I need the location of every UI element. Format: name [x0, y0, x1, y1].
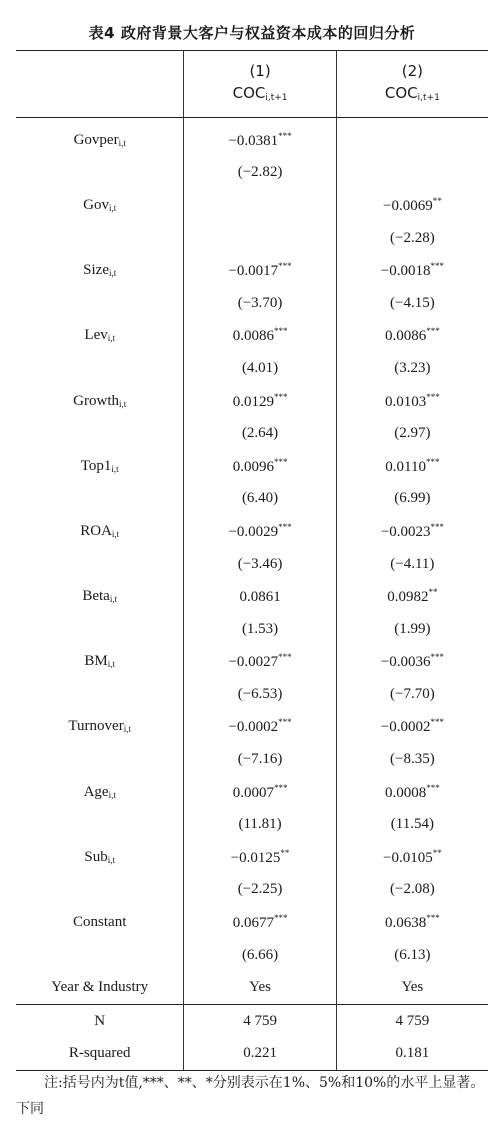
- empty-label-cell: [16, 157, 184, 190]
- empty-label-cell: [16, 678, 184, 711]
- stats-col2: [336, 1038, 488, 1071]
- t-value: (1.99): [394, 620, 431, 637]
- t-value-row: [16, 678, 488, 711]
- significance-stars: **: [432, 195, 442, 206]
- t-value-col1: [184, 808, 336, 841]
- variable-label: [16, 841, 184, 874]
- variable-subscript: i,t: [109, 202, 117, 213]
- t-value-row: [16, 222, 488, 255]
- variable-label: [16, 320, 184, 353]
- variable-name: Turnover: [68, 718, 124, 735]
- variable-subscript: i,t: [108, 789, 116, 800]
- coef-col2: [336, 118, 488, 157]
- t-value: (6.66): [241, 946, 279, 963]
- coefficient-value: −0.0105: [382, 849, 433, 866]
- row-label: N: [94, 1012, 106, 1029]
- significance-stars: ***: [426, 391, 440, 402]
- coefficient-value: 0.0086: [232, 328, 274, 345]
- coefficient-value: 0.0007: [232, 784, 274, 801]
- coef-col2: [336, 776, 488, 809]
- empty-label-cell: [16, 613, 184, 646]
- coef-col1: [184, 776, 336, 809]
- t-value: (11.81): [238, 816, 282, 833]
- t-value-col2: [336, 874, 488, 907]
- t-value: (−2.08): [390, 881, 435, 898]
- coef-col1: [184, 646, 336, 679]
- significance-stars: ***: [278, 717, 292, 728]
- variable-label: [16, 776, 184, 809]
- significance-stars: ***: [278, 261, 292, 272]
- t-value-row: [16, 808, 488, 841]
- variable-name: Size: [83, 262, 109, 279]
- coef-col2: [336, 254, 488, 287]
- t-value: (2.64): [241, 425, 279, 442]
- t-value-col2: [336, 417, 488, 450]
- t-value: (−6.53): [237, 685, 283, 702]
- t-value-col2: [336, 808, 488, 841]
- t-value: (−4.11): [390, 555, 435, 572]
- variable-name: Beta: [82, 588, 110, 605]
- t-value: (11.54): [390, 816, 434, 833]
- empty-label-cell: [16, 874, 184, 907]
- coef-col1: [184, 189, 336, 222]
- coefficient-row: [16, 189, 488, 222]
- empty-label-cell: [16, 222, 184, 255]
- empty-label-cell: [16, 417, 184, 450]
- t-value-col1: [184, 222, 336, 255]
- significance-stars: ***: [273, 913, 288, 924]
- coefficient-value: 0.0677: [232, 915, 274, 932]
- coef-col2: [336, 320, 488, 353]
- coefficient-value: −0.0036: [380, 654, 431, 671]
- coefficient-value: −0.0381: [228, 132, 279, 149]
- t-value-col2: [336, 939, 488, 972]
- empty-label-cell: [16, 939, 184, 972]
- t-value-row: [16, 548, 488, 581]
- coefficient-value: 0.0103: [384, 393, 427, 410]
- significance-stars: ***: [426, 782, 440, 793]
- t-value: (−4.15): [390, 294, 435, 311]
- coefficient-value: 0.0129: [232, 393, 274, 410]
- significance-stars: ***: [273, 326, 288, 337]
- t-value: (6.13): [394, 946, 431, 963]
- empty-label-cell: [16, 287, 184, 320]
- t-value: (−2.25): [237, 881, 283, 898]
- t-value-col2: [336, 743, 488, 776]
- t-value: (4.01): [241, 359, 279, 376]
- coefficient-value: −0.0027: [228, 654, 279, 671]
- variable-label: [16, 580, 184, 613]
- variable-name: ROA: [80, 522, 112, 539]
- variable-subscript: i,t: [111, 463, 119, 474]
- row-label: Year & Industry: [51, 979, 149, 996]
- significance-stars: ***: [425, 456, 440, 467]
- t-value: (6.40): [241, 490, 279, 507]
- coefficient-value: 0.0008: [384, 784, 427, 801]
- coef-col1: [184, 711, 336, 744]
- variable-subscript: i,t: [108, 268, 117, 279]
- variable-label: [16, 450, 184, 483]
- significance-stars: **: [428, 587, 438, 598]
- coefficient-value: −0.0125: [230, 849, 281, 866]
- variable-name: Govper: [73, 131, 119, 148]
- stats-col2: [336, 1005, 488, 1038]
- header-col1-variable: $COC_{i,t+1}$: [232, 83, 288, 103]
- variable-name: Lev: [84, 327, 108, 344]
- coefficient-value: 0.0861: [239, 589, 281, 606]
- t-value-col2: [336, 678, 488, 711]
- coefficient-row: [16, 515, 488, 548]
- coefficient-value: −0.0018: [380, 263, 431, 280]
- coef-col2: [336, 515, 488, 548]
- coef-col1: [184, 580, 336, 613]
- row-label: R-squared: [68, 1045, 131, 1062]
- coef-col2: [336, 646, 488, 679]
- coefficient-value: 0.0110: [385, 458, 426, 475]
- t-value-row: [16, 417, 488, 450]
- header-col2-variable: $COC_{i,t+1}$: [384, 83, 440, 103]
- coefficient-row: [16, 776, 488, 809]
- t-value-col1: [184, 613, 336, 646]
- t-value-row: [16, 613, 488, 646]
- stats-col1: [184, 1038, 336, 1071]
- t-value: (2.97): [394, 425, 431, 442]
- t-value-col1: [184, 743, 336, 776]
- t-value-col2: [336, 613, 488, 646]
- stats-row: [16, 1038, 488, 1071]
- coef-col2: [336, 580, 488, 613]
- year-industry-col1: [184, 971, 336, 1004]
- coefficient-row: [16, 254, 488, 287]
- t-value-col1: [184, 678, 336, 711]
- coefficient-value: 0.0638: [384, 915, 427, 932]
- significance-stars: ***: [430, 717, 444, 728]
- header-col1: [184, 51, 336, 118]
- coef-col2: [336, 711, 488, 744]
- coef-col2: [336, 189, 488, 222]
- cell-value: Yes: [401, 979, 424, 996]
- t-value: (−7.16): [237, 751, 283, 768]
- coefficient-value: 0.0096: [232, 458, 274, 475]
- regression-table: [16, 50, 488, 1071]
- coefficient-row: [16, 580, 488, 613]
- significance-stars: **: [432, 847, 442, 858]
- variable-subscript: i,t: [118, 398, 127, 409]
- variable-subscript: i,t: [109, 594, 118, 605]
- t-value: (3.23): [394, 359, 431, 376]
- year-industry-row: [16, 971, 488, 1004]
- header-col2-number: (2): [401, 61, 423, 80]
- cell-value: 0.181: [395, 1045, 430, 1062]
- t-value-col2: [336, 548, 488, 581]
- coef-col1: [184, 320, 336, 353]
- t-value: (−3.70): [237, 294, 283, 311]
- coefficient-row: [16, 906, 488, 939]
- t-value: (−3.46): [237, 555, 283, 572]
- stats-label: [16, 1038, 184, 1071]
- coef-col2: [336, 841, 488, 874]
- t-value-col2: [336, 352, 488, 385]
- t-value: (−8.35): [390, 751, 435, 768]
- table-header-row: [16, 51, 488, 118]
- significance-stars: **: [280, 847, 290, 858]
- coef-col1: [184, 841, 336, 874]
- header-empty-cell: [16, 51, 184, 118]
- variable-name: BM: [84, 653, 108, 670]
- variable-name: Gov: [83, 196, 109, 213]
- coef-col2: [336, 906, 488, 939]
- variable-subscript: i,t: [111, 528, 120, 539]
- header-col2: [336, 51, 488, 118]
- t-value-row: [16, 287, 488, 320]
- stats-row: [16, 1005, 488, 1038]
- coefficient-value: −0.0017: [228, 263, 279, 280]
- table-note: 注:括号内为t值,***、**、*分别表示在1%、5%和10%的水平上显著。下同: [16, 1075, 485, 1117]
- t-value-row: [16, 743, 488, 776]
- t-value-col2: [336, 222, 488, 255]
- stats-label: [16, 1005, 184, 1038]
- variable-label: [16, 711, 184, 744]
- empty-label-cell: [16, 352, 184, 385]
- empty-label-cell: [16, 548, 184, 581]
- variable-name: Age: [83, 783, 109, 800]
- variable-subscript: i,t: [107, 333, 115, 344]
- coefficient-row: [16, 646, 488, 679]
- t-value-col1: [184, 417, 336, 450]
- table-title: 表4 政府背景大客户与权益资本成本的回归分析: [88, 24, 416, 42]
- variable-subscript: i,t: [123, 724, 131, 735]
- coef-col2: [336, 385, 488, 418]
- t-value-col2: [336, 157, 488, 190]
- t-value-col1: [184, 157, 336, 190]
- coefficient-value: −0.0023: [380, 523, 431, 540]
- empty-label-cell: [16, 483, 184, 516]
- coefficient-value: −0.0029: [228, 523, 279, 540]
- t-value-row: [16, 939, 488, 972]
- significance-stars: ***: [278, 652, 292, 663]
- coefficient-row: [16, 450, 488, 483]
- t-value-col1: [184, 287, 336, 320]
- cell-value: Yes: [249, 979, 271, 996]
- t-value-col2: [336, 287, 488, 320]
- coefficient-row: [16, 841, 488, 874]
- significance-stars: ***: [430, 521, 444, 532]
- t-value: (−2.82): [237, 164, 283, 181]
- coefficient-row: [16, 385, 488, 418]
- variable-name: Sub: [84, 848, 108, 865]
- coefficient-value: −0.0002: [228, 719, 279, 736]
- t-value-col1: [184, 874, 336, 907]
- significance-stars: ***: [273, 456, 288, 467]
- significance-stars: ***: [273, 782, 288, 793]
- t-value: (−2.28): [390, 229, 435, 246]
- coefficient-value: −0.0069: [382, 197, 433, 214]
- coefficient-value: 0.0086: [384, 328, 427, 345]
- t-value-col2: [336, 483, 488, 516]
- variable-label: [16, 385, 184, 418]
- year-industry-label: [16, 971, 184, 1004]
- t-value-row: [16, 874, 488, 907]
- t-value: (1.53): [241, 620, 279, 637]
- significance-stars: ***: [273, 391, 288, 402]
- variable-label: [16, 906, 184, 939]
- empty-label-cell: [16, 808, 184, 841]
- variable-subscript: i,t: [107, 854, 116, 865]
- coef-col1: [184, 118, 336, 157]
- coefficient-row: [16, 320, 488, 353]
- coef-col1: [184, 450, 336, 483]
- t-value-row: [16, 483, 488, 516]
- variable-label: [16, 515, 184, 548]
- significance-stars: ***: [426, 913, 440, 924]
- t-value-row: [16, 157, 488, 190]
- coefficient-row: [16, 711, 488, 744]
- cell-value: 4 759: [395, 1012, 430, 1029]
- significance-stars: ***: [430, 652, 444, 663]
- coef-col1: [184, 385, 336, 418]
- coef-col1: [184, 254, 336, 287]
- variable-label: [16, 189, 184, 222]
- t-value-col1: [184, 548, 336, 581]
- variable-name: Growth: [73, 392, 119, 409]
- coef-col1: [184, 906, 336, 939]
- significance-stars: ***: [430, 261, 444, 272]
- coef-col1: [184, 515, 336, 548]
- variable-label: [16, 118, 184, 157]
- variable-label: [16, 254, 184, 287]
- t-value-col1: [184, 483, 336, 516]
- variable-label: [16, 646, 184, 679]
- t-value-col1: [184, 352, 336, 385]
- header-col1-number: (1): [249, 61, 271, 80]
- empty-label-cell: [16, 743, 184, 776]
- cell-value: 0.221: [243, 1045, 277, 1062]
- t-value-row: [16, 352, 488, 385]
- coefficient-row: [16, 118, 488, 157]
- significance-stars: ***: [278, 130, 292, 141]
- significance-stars: ***: [278, 521, 292, 532]
- t-value: (6.99): [394, 490, 431, 507]
- coefficient-value: 0.0982: [387, 589, 429, 606]
- coefficient-value: −0.0002: [380, 719, 431, 736]
- significance-stars: ***: [426, 326, 440, 337]
- variable-name: Top1: [80, 457, 112, 474]
- coef-col2: [336, 450, 488, 483]
- stats-col1: [184, 1005, 336, 1038]
- cell-value: 4 759: [243, 1012, 277, 1029]
- variable-subscript: i,t: [107, 659, 116, 670]
- t-value-col1: [184, 939, 336, 972]
- t-value: (−7.70): [390, 685, 435, 702]
- variable-subscript: i,t: [118, 137, 126, 148]
- year-industry-col2: [336, 971, 488, 1004]
- variable-name: Constant: [73, 914, 127, 931]
